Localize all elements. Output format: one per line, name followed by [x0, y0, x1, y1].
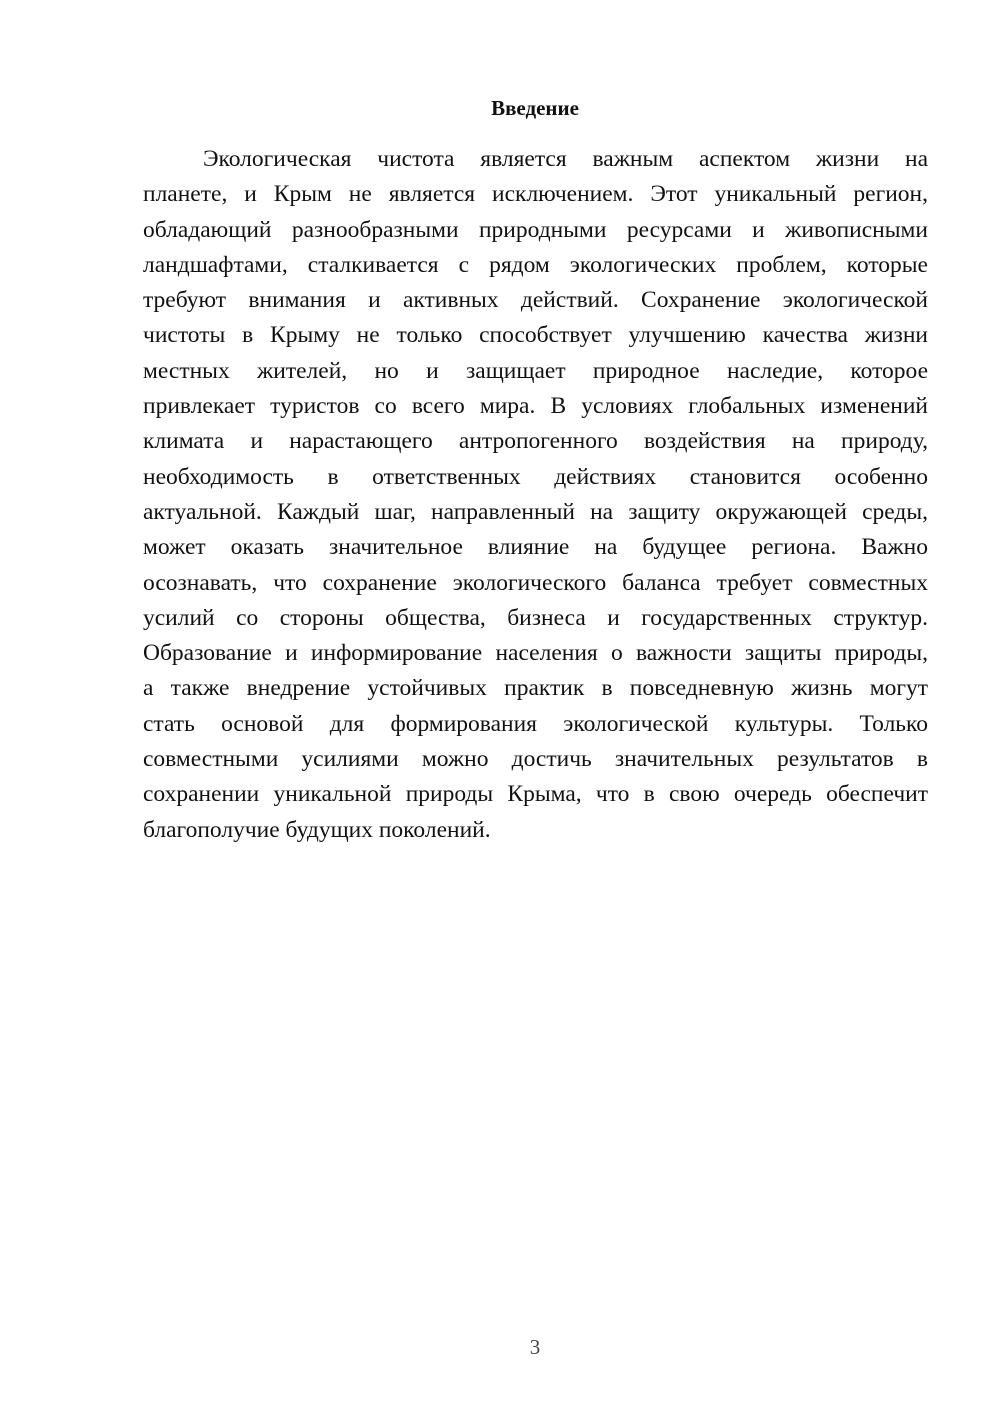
paragraph-line: может оказать значительное влияние на будущее региона. Важно — [143, 534, 928, 561]
paragraph-line: привлекает туристов со всего мира. В условиях глобальных изменений — [143, 393, 928, 420]
page-number: 3 — [529, 1335, 541, 1359]
paragraph-line: а также внедрение устойчивых практик в повседневную жизнь могут — [143, 675, 928, 702]
paragraph-line: ландшафтами, сталкивается с рядом экологических проблем, которые — [143, 251, 928, 278]
paragraph-line: Экологическая чистота является важным аспектом жизни на — [203, 146, 928, 172]
paragraph-line: требуют внимания и активных действий. Сохранение экологической — [143, 287, 928, 314]
paragraph-line: необходимость в ответственных действиях становится особенно — [143, 463, 928, 490]
paragraph-line: сохранении уникальной природы Крыма, что в свою очередь обеспечит — [143, 781, 928, 808]
paragraph-line: актуальной. Каждый шаг, направленный на защиту окружающей среды, — [143, 498, 928, 525]
section-heading: Введение — [491, 96, 579, 120]
paragraph-line: местных жителей, но и защищает природное наследие, которое — [143, 357, 928, 384]
paragraph-line: благополучие будущих поколений. — [143, 816, 491, 843]
paragraph-line: стать основой для формирования экологической культуры. Только — [143, 710, 928, 737]
paragraph-line: осознавать, что сохранение экологического баланса требует совместных — [143, 569, 928, 596]
paragraph-line: усилий со стороны общества, бизнеса и государственных структур. — [143, 604, 928, 631]
paragraph-line: совместными усилиями можно достичь значительных результатов в — [143, 746, 928, 773]
paragraph-line: обладающий разнообразными природными ресурсами и живописными — [143, 216, 928, 243]
paragraph-line: климата и нарастающего антропогенного воздействия на природу, — [143, 428, 928, 455]
paragraph-line: чистоты в Крыму не только способствует улучшению качества жизни — [143, 322, 928, 349]
paragraph-line: планете, и Крым не является исключением. Этот уникальный регион, — [143, 181, 928, 208]
paragraph-line: Образование и информирование населения о важности защиты природы, — [143, 640, 928, 667]
body-paragraph — [143, 142, 928, 848]
